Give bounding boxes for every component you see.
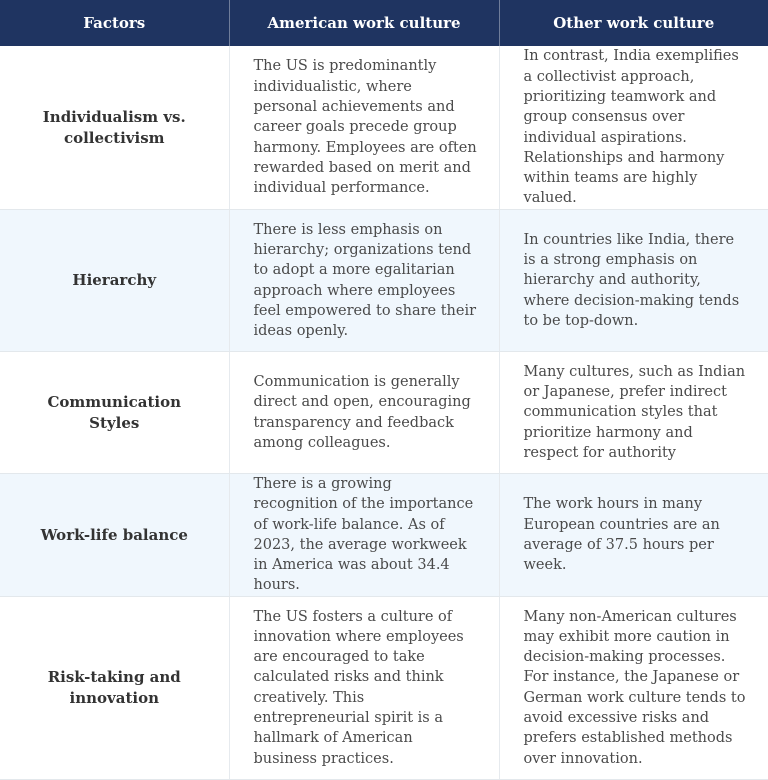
factor-cell: Hierarchy — [0, 210, 229, 352]
factor-cell: Communication Styles — [0, 352, 229, 474]
other-cell: The work hours in many European countries are an average of 37.5 hours per week. — [499, 474, 768, 597]
american-cell: There is a growing recognition of the importance of work-life balance. As of 2023, the average workweek in America was about 34.4 hours. — [229, 474, 499, 597]
american-cell: The US fosters a culture of innovation where employees are encouraged to take calculated risks and think creatively. This entrepreneurial spirit is a hallmark of American business practices. — [229, 596, 499, 779]
table-row — [0, 474, 768, 597]
header-factors: Factors — [0, 0, 229, 46]
factor-cell: Work-life balance — [0, 474, 229, 597]
table-body — [0, 46, 768, 779]
other-cell: Many cultures, such as Indian or Japanese, prefer indirect communication styles that prioritize harmony and respect for authority — [499, 352, 768, 474]
other-cell: In countries like India, there is a strong emphasis on hierarchy and authority, where decision-making tends to be top-down. — [499, 210, 768, 352]
header-other-work-culture: Other work culture — [499, 0, 768, 46]
american-cell: The US is predominantly individualistic, where personal achievements and career goals precede group harmony. Employees are often rewarded based on merit and individual performance. — [229, 46, 499, 210]
american-cell: Communication is generally direct and open, encouraging transparency and feedback among colleagues. — [229, 352, 499, 474]
other-cell: Many non-American cultures may exhibit more caution in decision-making processes. For instance, the Japanese or German work culture tends to avoid excessive risks and prefers established methods over innovation. — [499, 596, 768, 779]
header-row — [0, 0, 768, 46]
other-cell: In contrast, India exemplifies a collectivist approach, prioritizing teamwork and group consensus over individual aspirations. Relationships and harmony within teams are highly valued. — [499, 46, 768, 210]
factor-cell: Risk-taking and innovation — [0, 596, 229, 779]
header-american-work-culture: American work culture — [229, 0, 499, 46]
factor-cell: Individualism vs. collectivism — [0, 46, 229, 210]
american-cell: There is less emphasis on hierarchy; organizations tend to adopt a more egalitarian approach where employees feel empowered to share their ideas openly. — [229, 210, 499, 352]
table-header — [0, 0, 768, 46]
table-row — [0, 596, 768, 779]
table-row — [0, 210, 768, 352]
table-row — [0, 352, 768, 474]
table-row — [0, 46, 768, 210]
